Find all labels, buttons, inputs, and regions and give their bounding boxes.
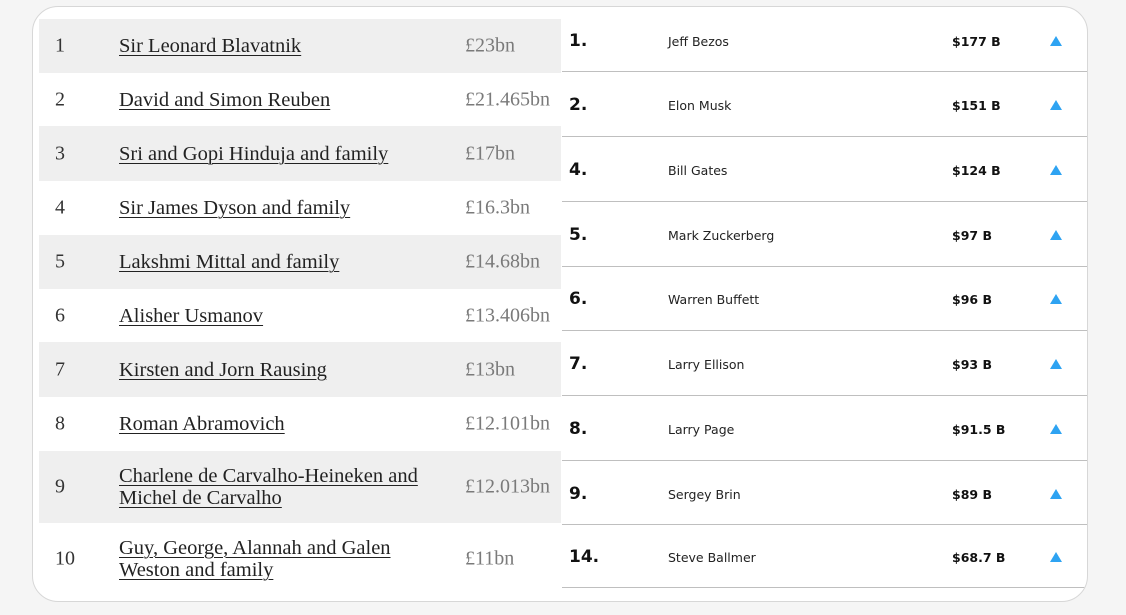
rank-number: 7 — [55, 358, 65, 380]
trend-up-icon — [1050, 489, 1062, 499]
net-worth: £13.406bn — [465, 304, 550, 326]
row-divider — [562, 460, 1088, 461]
row-divider — [562, 266, 1088, 267]
row-divider — [562, 330, 1088, 331]
trend-up-icon — [1050, 230, 1062, 240]
rank-number: 3 — [55, 142, 65, 164]
person-link[interactable]: David and Simon Reuben — [119, 88, 331, 111]
net-worth: $89 B — [952, 487, 992, 502]
net-worth: $97 B — [952, 228, 992, 243]
trend-up-icon — [1050, 165, 1062, 175]
person-name[interactable]: Sergey Brin — [668, 487, 741, 502]
rank-number: 4 — [55, 196, 65, 219]
table-row — [39, 126, 561, 181]
person-link[interactable]: Roman Abramovich — [119, 413, 285, 435]
net-worth: £12.101bn — [465, 412, 550, 435]
net-worth: $124 B — [952, 163, 1001, 178]
table-row — [39, 181, 561, 235]
trend-up-icon — [1050, 552, 1062, 562]
rank-number: 6. — [569, 289, 588, 309]
net-worth: £11bn — [465, 547, 515, 569]
rank-number: 8 — [55, 412, 65, 435]
table-row — [39, 523, 561, 594]
net-worth: £13bn — [465, 358, 515, 380]
row-divider — [562, 524, 1088, 525]
rank-number: 8. — [569, 419, 588, 439]
person-name[interactable]: Larry Ellison — [668, 357, 745, 372]
rank-number: 9. — [569, 484, 588, 504]
world-rich-list-table — [562, 7, 1088, 602]
rank-number: 4. — [569, 160, 588, 180]
trend-up-icon — [1050, 359, 1062, 369]
trend-up-icon — [1050, 100, 1062, 110]
rank-number: 10 — [55, 547, 75, 569]
rank-number: 14. — [569, 547, 600, 567]
trend-up-icon — [1050, 294, 1062, 304]
row-divider — [562, 395, 1088, 396]
person-name[interactable]: Bill Gates — [668, 163, 728, 178]
row-divider — [562, 587, 1088, 588]
table-row — [39, 289, 561, 342]
net-worth: $93 B — [952, 357, 992, 372]
rich-list-card — [32, 6, 1088, 602]
net-worth: £21.465bn — [465, 88, 550, 110]
row-divider — [562, 71, 1088, 72]
person-link[interactable]: Sri and Gopi Hinduja and family — [119, 142, 389, 165]
rank-number: 1. — [569, 31, 588, 51]
rank-number: 7. — [569, 354, 588, 374]
table-row — [39, 342, 561, 397]
person-link[interactable]: Sir Leonard Blavatnik — [119, 35, 302, 57]
table-row — [39, 73, 561, 126]
rank-number: 5. — [569, 225, 588, 245]
net-worth: $91.5 B — [952, 422, 1006, 437]
net-worth: $68.7 B — [952, 550, 1006, 565]
table-row — [39, 451, 561, 523]
person-name[interactable]: Elon Musk — [668, 98, 732, 113]
person-link[interactable]: Charlene de Carvalho-Heineken and Michel de Carvalho — [119, 465, 418, 509]
person-link[interactable]: Sir James Dyson and family — [119, 197, 351, 219]
net-worth: $151 B — [952, 98, 1001, 113]
table-row — [39, 235, 561, 289]
row-divider — [562, 136, 1088, 137]
person-name[interactable]: Warren Buffett — [668, 292, 760, 307]
row-divider — [562, 201, 1088, 202]
rank-number: 1 — [55, 34, 65, 57]
table-row — [39, 19, 561, 73]
net-worth: $177 B — [952, 34, 1001, 49]
person-name[interactable]: Mark Zuckerberg — [668, 228, 775, 243]
trend-up-icon — [1050, 424, 1062, 434]
person-name[interactable]: Larry Page — [668, 422, 735, 437]
trend-up-icon — [1050, 36, 1062, 46]
net-worth: £23bn — [465, 34, 515, 57]
person-link[interactable]: Lakshmi Mittal and family — [119, 251, 340, 273]
person-name[interactable]: Steve Ballmer — [668, 550, 756, 565]
rank-number: 9 — [55, 475, 65, 498]
person-name[interactable]: Jeff Bezos — [668, 34, 729, 49]
rank-number: 2. — [569, 95, 588, 115]
net-worth: £14.68bn — [465, 250, 540, 273]
table-row — [39, 397, 561, 451]
person-link[interactable]: Guy, George, Alannah and Galen Weston and family — [119, 536, 391, 581]
person-link[interactable]: Kirsten and Jorn Rausing — [119, 358, 327, 381]
person-link[interactable]: Alisher Usmanov — [119, 304, 264, 327]
rank-number: 2 — [55, 88, 65, 110]
net-worth: $96 B — [952, 292, 992, 307]
net-worth: £17bn — [465, 142, 515, 164]
net-worth: £12.013bn — [465, 475, 550, 498]
rank-number: 6 — [55, 304, 65, 326]
rank-number: 5 — [55, 250, 65, 273]
net-worth: £16.3bn — [465, 196, 530, 219]
